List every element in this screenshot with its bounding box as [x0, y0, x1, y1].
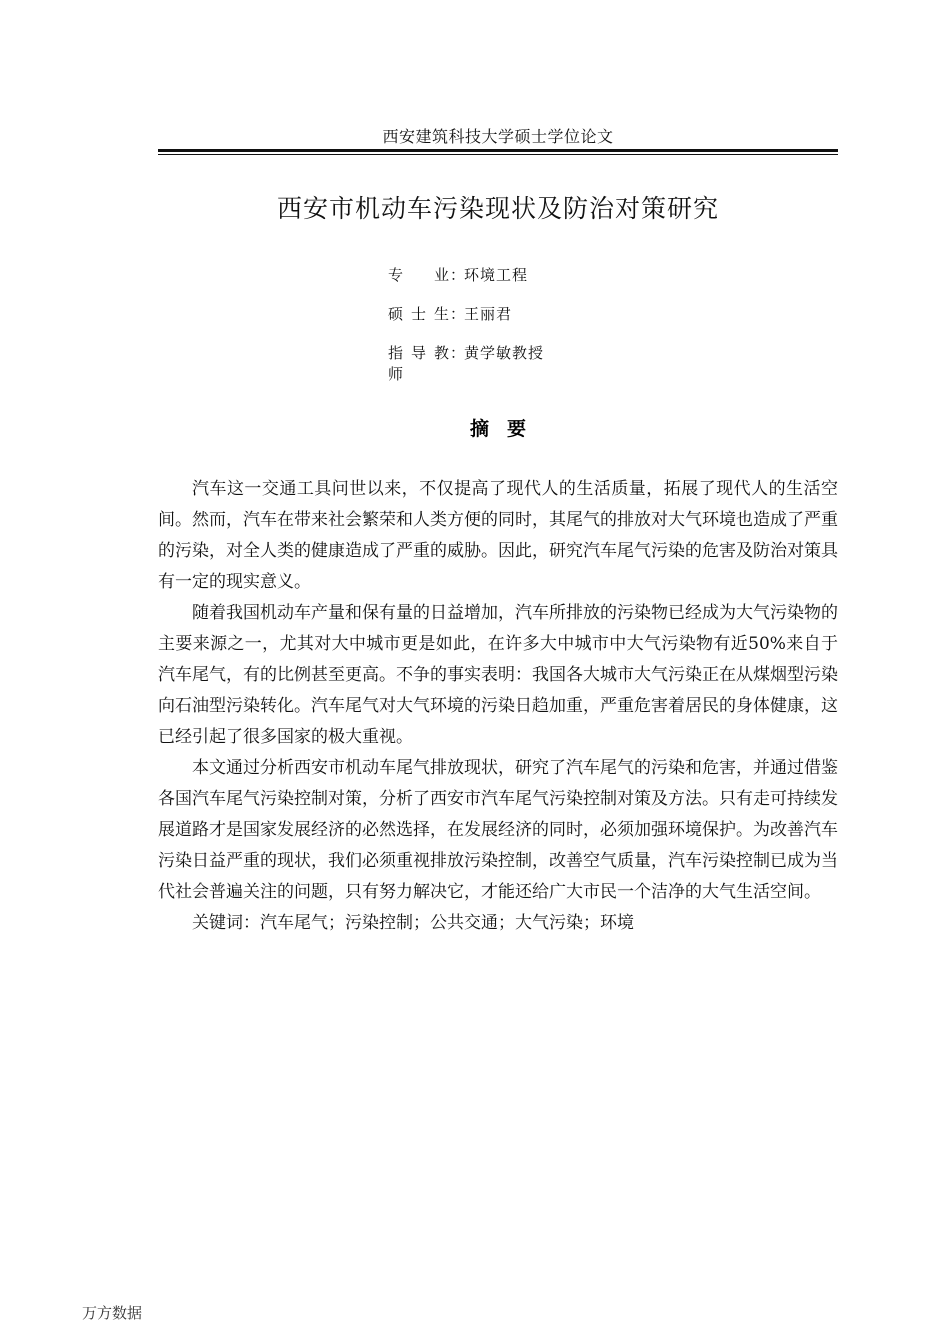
meta-row-major	[388, 264, 544, 303]
meta-value: 王丽君	[464, 305, 513, 323]
meta-colon: ：	[450, 305, 467, 323]
abstract-body	[158, 474, 838, 939]
header-rule-thin	[158, 154, 838, 155]
watermark: 万方数据	[82, 1304, 143, 1322]
meta-row-student	[388, 303, 544, 342]
header-rule-thick	[158, 149, 838, 152]
meta-colon: ：	[450, 344, 467, 362]
author-meta	[388, 264, 544, 381]
keywords: 关键词：汽车尾气；污染控制；公共交通；大气污染；环境	[192, 913, 634, 933]
abstract-paragraph: 汽车这一交通工具问世以来，不仅提高了现代人的生活质量，拓展了现代人的生活空间。然而，汽车在带来社会繁荣和人类方便的同时，其尾气的排放对大气环境也造成了严重的污染，对全人类的健康造成了严重的威胁。因此，研究汽车尾气污染的危害及防治对策具有一定的现实意义。	[158, 479, 838, 592]
meta-colon: ：	[450, 266, 467, 284]
abstract-heading-text: 摘要	[469, 418, 544, 440]
meta-row-advisor	[388, 342, 544, 381]
thesis-title: 西安市机动车污染现状及防治对策研究	[276, 194, 719, 223]
meta-label: 指导教师	[388, 344, 450, 383]
running-head: 西安建筑科技大学硕士学位论文	[382, 127, 614, 146]
meta-label: 专业	[388, 266, 450, 284]
meta-label: 硕士生	[388, 305, 450, 323]
meta-value: 黄学敏教授	[464, 344, 545, 362]
abstract-heading	[158, 414, 838, 441]
meta-value: 环境工程	[464, 266, 529, 284]
abstract-paragraph: 本文通过分析西安市机动车尾气排放现状，研究了汽车尾气的污染和危害，并通过借鉴各国汽车尾气污染控制对策，分析了西安市汽车尾气污染控制对策及方法。只有走可持续发展道路才是国家发展经济的必然选择，在发展经济的同时，必须加强环境保护。为改善汽车污染日益严重的现状，我们必须重视排放污染控制，改善空气质量，汽车污染控制已成为当代社会普遍关注的问题，只有努力解决它，才能还给广大市民一个洁净的大气生活空间。	[158, 758, 838, 902]
abstract-paragraph: 随着我国机动车产量和保有量的日益增加，汽车所排放的污染物已经成为大气污染物的主要来源之一，尤其对大中城市更是如此，在许多大中城市中大气污染物有近50%来自于汽车尾气，有的比例甚至更高。不争的事实表明：我国各大城市大气污染正在从煤烟型污染向石油型污染转化。汽车尾气对大气环境的污染日趋加重，严重危害着居民的身体健康，这已经引起了很多国家的极大重视。	[158, 603, 838, 747]
